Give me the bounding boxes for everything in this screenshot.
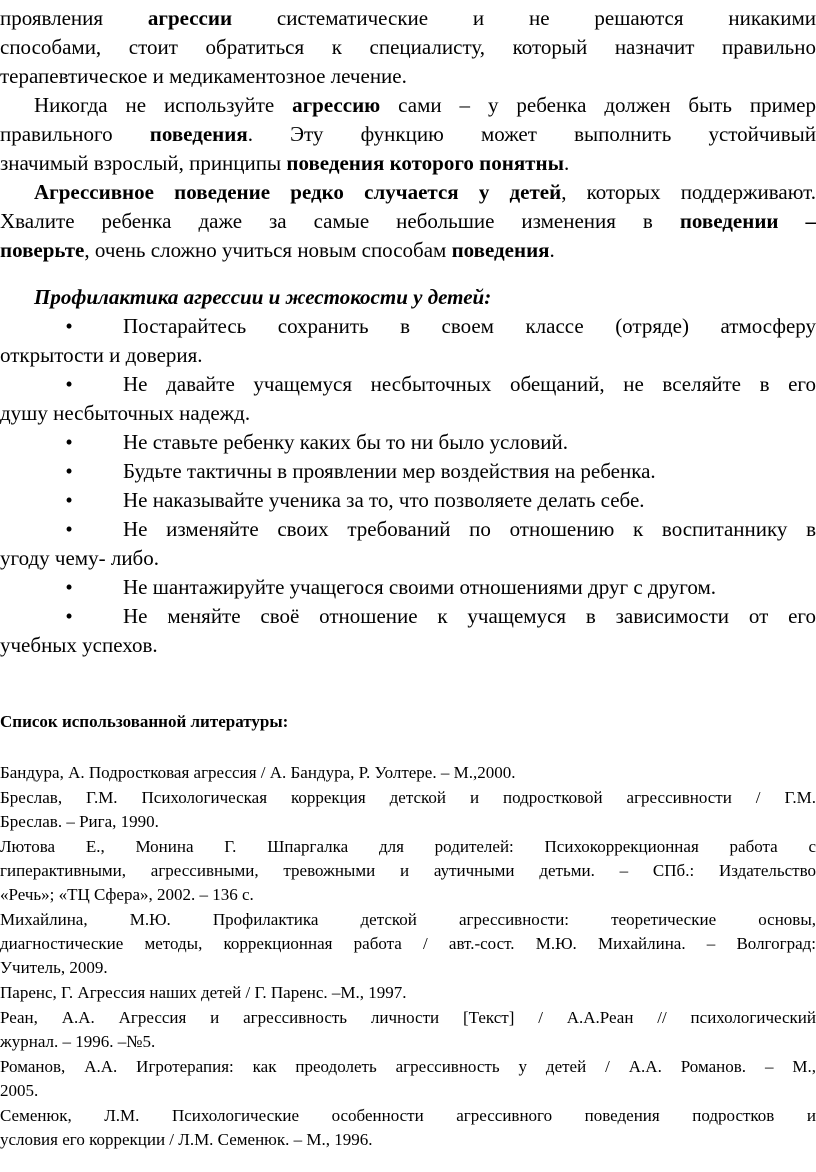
bullet-text: Не давайте учащемуся несбыточных обещаний, не вселяйте в его xyxy=(123,372,816,396)
bullet-text: Не наказывайте ученика за то, что позволяете делать себе. xyxy=(123,488,645,512)
reference-5-line-1: Паренс, Г. Агрессия наших детей / Г. Паренс. –М., 1997. xyxy=(0,983,407,1002)
bullet-item-4 xyxy=(0,457,816,486)
bullet-item-2-continuation: душу несбыточных надежд. xyxy=(0,401,251,425)
bullet-icon: • xyxy=(65,430,73,454)
bullet-item-5 xyxy=(0,486,816,515)
bold-term: поведения которого понятны xyxy=(286,151,564,175)
bold-term: агрессию xyxy=(292,93,381,117)
bullet-icon: • xyxy=(65,459,73,483)
text-segment: . Эту функцию может выполнить устойчивый xyxy=(247,122,816,146)
bullet-item-2 xyxy=(0,370,816,399)
reference-2-line-1: Бреслав, Г.М. Психологическая коррекция детской и подростковой агрессивности / Г.М. xyxy=(0,788,816,807)
reference-6-line-2: журнал. – 1996. –№5. xyxy=(0,1032,156,1051)
paragraph-1-line-1 xyxy=(0,4,816,33)
bullet-item-8-continuation: учебных успехов. xyxy=(0,633,158,657)
reference-4-line-2: диагностические методы, коррекционная работа / авт.-сост. М.Ю. Михайлина. – Волгоград: xyxy=(0,934,816,953)
bullet-item-1 xyxy=(0,312,816,341)
text-segment: систематические и не решаются никакими xyxy=(232,6,816,30)
bullet-item-3 xyxy=(0,428,816,457)
bold-term: поведения xyxy=(149,122,248,146)
bullet-text: Не шантажируйте учащегося своими отношениями друг с другом. xyxy=(123,575,717,599)
reference-3-line-1: Лютова Е., Монина Г. Шпаргалка для родителей: Психокоррекционная работа с xyxy=(0,837,816,856)
text-segment: , которых поддерживают. xyxy=(561,180,816,204)
text-segment: сами – у ребенка должен быть пример xyxy=(380,93,816,117)
paragraph-3-line-1 xyxy=(0,178,816,207)
bold-term: Агрессивное поведение редко случается у детей xyxy=(34,180,562,204)
text-segment: . xyxy=(549,238,555,262)
bullet-item-6-continuation: угоду чему- либо. xyxy=(0,546,159,570)
bullet-icon: • xyxy=(65,517,73,541)
bold-term: поведении – xyxy=(679,209,816,233)
text-segment: . xyxy=(564,151,570,175)
reference-4-line-3: Учитель, 2009. xyxy=(0,958,108,977)
bullet-item-6 xyxy=(0,515,816,544)
reference-8-line-2: условия его коррекции / Л.М. Семенюк. – М., 1996. xyxy=(0,1130,373,1149)
bold-term: агрессии xyxy=(147,6,233,30)
reference-8-line-1: Семенюк, Л.М. Психологические особенности агрессивного поведения подростков и xyxy=(0,1106,816,1125)
paragraph-2-line-2 xyxy=(0,120,816,149)
bullet-icon: • xyxy=(65,604,73,628)
paragraph-1-line-2: способами, стоит обратиться к специалисту, который назначит правильно xyxy=(0,35,816,59)
bold-term: поведения xyxy=(451,238,550,262)
paragraph-3-line-3 xyxy=(0,236,816,265)
paragraph-2-line-1 xyxy=(0,91,816,120)
bullet-icon: • xyxy=(65,488,73,512)
reference-3-line-2: гиперактивными, агрессивными, тревожными и аутичными детьми. – СПб.: Издательство xyxy=(0,861,816,880)
bullet-icon: • xyxy=(65,314,73,338)
bullet-text: Не меняйте своё отношение к учащемуся в зависимости от его xyxy=(123,604,816,628)
bullet-icon: • xyxy=(65,575,73,599)
text-segment: значимый взрослый, принципы xyxy=(0,151,287,175)
bullet-item-8 xyxy=(0,602,816,631)
reference-7-line-1: Романов, А.А. Игротерапия: как преодолеть агрессивность у детей / А.А. Романов. – М., xyxy=(0,1057,816,1076)
paragraph-1-line-3: терапевтическое и медикаментозное лечение. xyxy=(0,64,407,88)
references-heading: Список использованной литературы: xyxy=(0,712,289,731)
bullet-text: Не ставьте ребенку каких бы то ни было условий. xyxy=(123,430,568,454)
reference-2-line-2: Бреслав. – Рига, 1990. xyxy=(0,812,159,831)
text-segment: , очень сложно учиться новым способам xyxy=(84,238,452,262)
prevention-heading: Профилактика агрессии и жестокости у детей: xyxy=(34,285,492,309)
bullet-icon: • xyxy=(65,372,73,396)
reference-1-line-1: Бандура, А. Подростковая агрессия / А. Бандура, Р. Уолтере. – М.,2000. xyxy=(0,763,516,782)
reference-4-line-1: Михайлина, М.Ю. Профилактика детской агрессивности: теоретические основы, xyxy=(0,910,816,929)
bullet-text: Не изменяйте своих требований по отношению к воспитаннику в xyxy=(123,517,816,541)
text-segment: правильного xyxy=(0,122,150,146)
reference-7-line-2: 2005. xyxy=(0,1081,39,1100)
text-segment: проявления xyxy=(0,6,148,30)
bullet-item-7 xyxy=(0,573,816,602)
reference-6-line-1: Реан, А.А. Агрессия и агрессивность личности [Текст] / А.А.Реан // психологический xyxy=(0,1008,816,1027)
bullet-text: Будьте тактичны в проявлении мер воздействия на ребенка. xyxy=(123,459,656,483)
text-segment: Хвалите ребенка даже за самые небольшие изменения в xyxy=(0,209,680,233)
reference-3-line-3: «Речь»; «ТЦ Сфера», 2002. – 136 с. xyxy=(0,885,254,904)
bullet-item-1-continuation: открытости и доверия. xyxy=(0,343,203,367)
paragraph-3-line-2 xyxy=(0,207,816,236)
text-segment: Никогда не используйте xyxy=(34,93,293,117)
bullet-text: Постарайтесь сохранить в своем классе (отряде) атмосферу xyxy=(123,314,816,338)
paragraph-2-line-3 xyxy=(0,149,816,178)
bold-term: поверьте xyxy=(0,238,85,262)
